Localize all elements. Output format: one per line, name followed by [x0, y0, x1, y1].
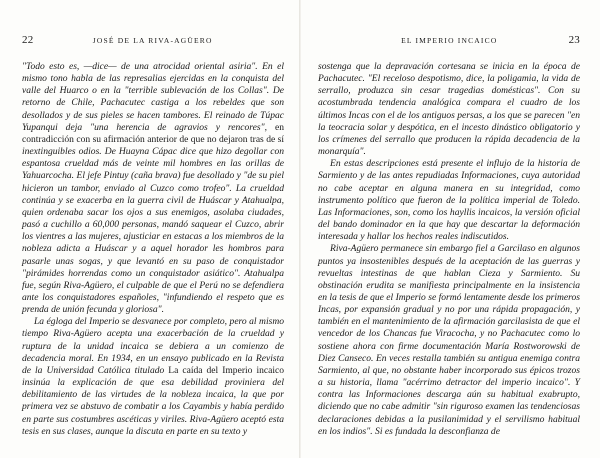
right-page-number: 23	[568, 34, 580, 46]
text-span: inextinguibles odios. De Huayna Cápac dice que hizo degollar con espantosa crueldad más de veinte mil hombres en las orillas de Yahuarcocha. El jefe Pintuy (caña brava) fue desollado y "de su piel hicieron un tambor, enviado al Cuzco como trofeo". La crueldad continúa y se exacerba en la guerra civil de Huáscar y Atahualpa, quien ordenaba sacar los ojos a sus enemigos, asolaba ciudades, pasó a cuchillo a 60,000 personas, mandó saquear el Cuzco, abrir los vientres a las mujeres, ajusticiar en estacas a los miembros de la nobleza adicta a Huáscar y a aquel horador les hombros para pasarle unas sogas, y que levantó en su paso de conquistador "pirámides horrendas como un conquistador asiático". Atahualpa fue, según Riva-Agüero, el culpable de que el Perú no se defendiera ante los conquistadores españoles, "infundiendo el respeto que es prenda de unión fecunda y gloriosa".	[22, 146, 284, 316]
text-span: sostenga que la depravación cortesana se inicia en la época de Pachacutec. "El receloso despotismo, dice, la poligamia, la vida de serrallo, produzca sin cesar tragedias domésticas". Con su acostumbrada tendencia analógica compara el cuadro de los últimos Incas con el de los antiguos persas, a los que se parecen "en la teocracia solar y despótica, en el incesto dinástico obligatorio y los crímenes del serrallo que producen la rápida decadencia de la monarquía".	[318, 61, 580, 158]
left-page	[22, 34, 284, 438]
text-span: insinúa la explicación de que esa debilidad proviniera del debilitamiento de las virtudes de la nobleza incaica, la que por primera vez se abstuvo de combatir a los Cayambis y había perdido en parte sus costumbres ascéticas y viriles. Riva-Agüero aceptó esta tesis en sus clases, aunque la discuta en parte en su texto y	[22, 377, 284, 437]
paragraph	[318, 61, 580, 158]
left-running-title: JOSÉ DE LA RIVA-AGÜERO	[92, 36, 213, 45]
paragraph	[318, 243, 580, 438]
left-page-number: 22	[22, 34, 34, 46]
right-running-head	[318, 34, 580, 50]
text-span: Riva-Agüero permanece sin embargo fiel a Garcilaso en algunos puntos ya insostenibles después de la aceptación de las guerras y revueltas intestinas de que hablan Cieza y Sarmiento. Su obstinación erudita se manifiesta principalmente en la insistencia en la tesis de que el Imperio se formó lentamente desde los primeros Incas, por expansión gradual y no por una rápida propagación, y también en el mantenimiento de la afirmación garcilasista de que el vencedor de los Chancas fue Viracocha, y no Pachacutec como lo sostiene ahora con firme documentación María Rostworowski de Diez Canseco. En veces restalla también su antigua enemiga contra Sarmiento, al que, no obstante haber incorporado sus épicos trozos a su historia, llama "acérrimo detractor del imperio incaico". Y contra las Informaciones descarga aún su habitual exabrupto, diciendo que no cabe admitir "sin riguroso examen las tendenciosas declaraciones debidas a la pusilanimidad y el servilismo habitual en los indios". Si es fundada la desconfianza de	[318, 243, 580, 437]
text-span: en contradicción con su afirmación anterior de que no dejaron tras de sí	[22, 121, 284, 145]
text-span: La égloga del Imperio se desvanece por completo, pero al mismo tiempo Riva-Agüero acepta una exacerbación de la crueldad y ruptura de la unidad incaica se debiera a un comienzo de decadencia moral. En 1934, en un ensayo publicado en la Revista de la Universidad Católica titulado	[22, 316, 284, 376]
left-body	[22, 61, 284, 438]
left-running-head	[22, 34, 284, 50]
right-running-title: EL IMPERIO INCAICO	[401, 36, 498, 45]
right-page	[318, 34, 580, 438]
text-span: "Todo esto es, —dice— de una atrocidad oriental asiria". En el mismo tono habla de las represalias ejercidas en la conquista del valle del Huarco o en la "terrible sublevación de los Collas". De retorno de Chile, Pachacutec castiga a los rebeldes que son desollados y de sus pieles se hacen tambores. El reinado de Túpac Yupanqui deja "una herencia de agravios y rencores",	[22, 61, 284, 133]
paragraph	[318, 158, 580, 243]
text-span: En estas descripciones está presente el influjo de la historia de Sarmiento y de las antes repudiadas Informaciones, cuya autoridad no cabe aceptar en alguna manera en su integridad, como instrumento político que fueron de la política imperial de Toledo. Las	[318, 158, 580, 218]
text-span: La caída del Imperio incaico	[168, 364, 285, 376]
book-gutter	[299, 0, 301, 458]
right-body	[318, 61, 580, 438]
text-span: Informaciones, son, como los hayllis incaicos, la versión oficial del bando dominador en la que hay que descartar la deformación interesada y hallar los hechos reales indiscutidos.	[318, 206, 580, 243]
paragraph	[22, 316, 284, 438]
paragraph	[22, 61, 284, 316]
